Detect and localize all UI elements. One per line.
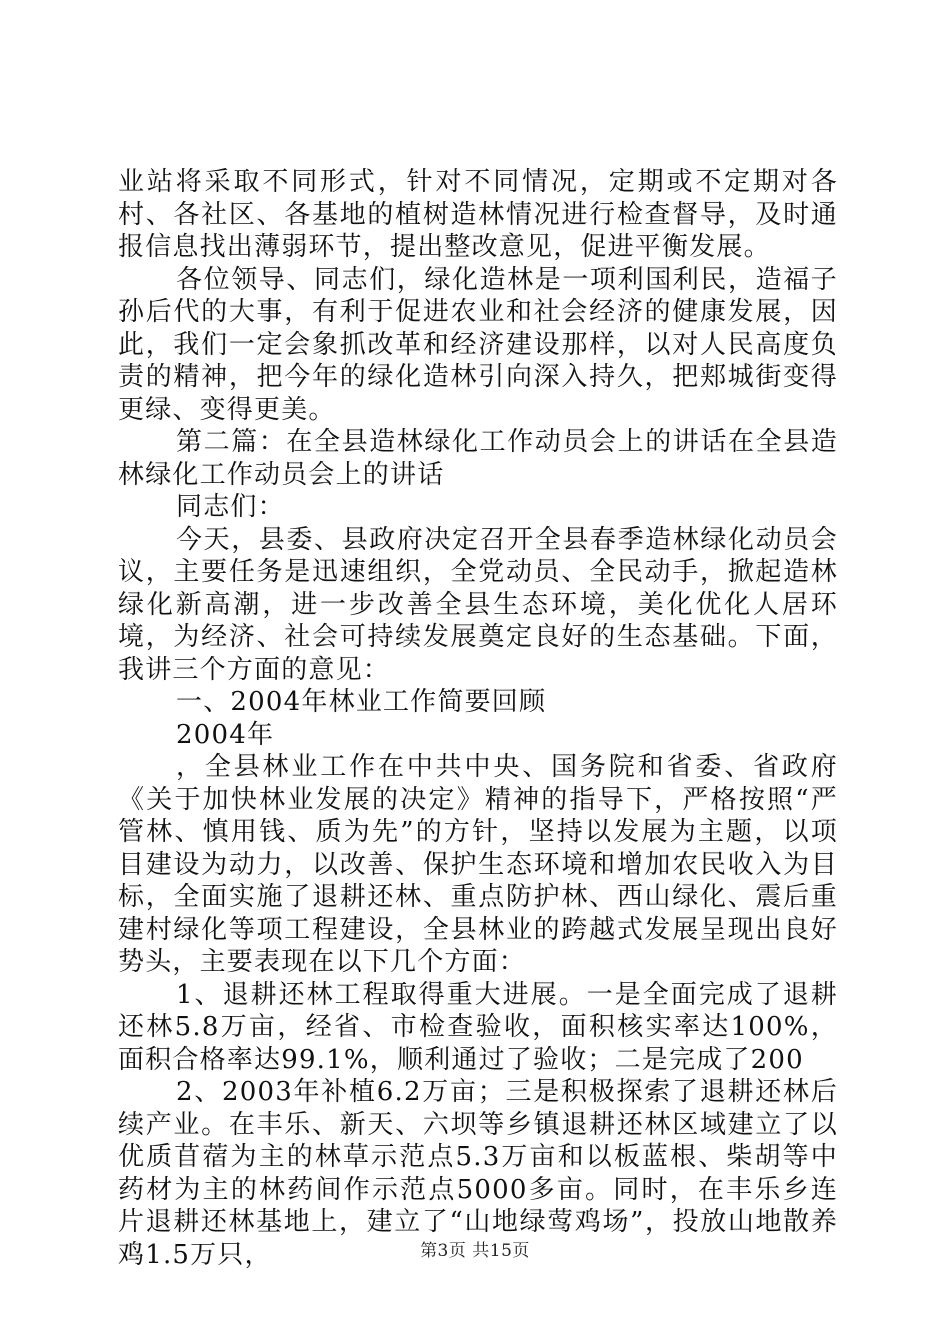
paragraph-salutation: 同志们： bbox=[176, 492, 285, 522]
paragraph-item-1: 1、退耕还林工程取得重大进展。一是全面完成了退耕还林5.8万亩，经省、市检查验收，面积核实率达100%，面积合格率达99.1%，顺利通过了验收；二是完成了200 bbox=[118, 979, 838, 1075]
paragraph-continuation: 业站将采取不同形式，针对不同情况，定期或不定期对各村、各社区、各基地的植树造林情况进行检查督导，及时通报信息找出薄弱环节，提出整改意见，促进平衡发展。 bbox=[118, 167, 838, 262]
paragraph-item-2: 2、2003年补植6.2万亩；三是积极探索了退耕还林后续产业。在丰乐、新天、六坝等乡镇退耕还林区域建立了以优质苜蓿为主的林草示范点5.3万亩和以板蓝根、柴胡等中药材为主的林药间作示范点5000多亩。同时，在丰乐乡连片退耕还林基地上，建立了“山地绿莺鸡场”，投放山地散养鸡1.5万只， bbox=[118, 1077, 838, 1270]
paragraph-heading-review: 一、2004年林业工作简要回顾 bbox=[176, 687, 547, 717]
paragraph-opening: 今天，县委、县政府决定召开全县春季造林绿化动员会议，主要任务是迅速组织，全党动员、全民动手，掀起造林绿化新高潮，进一步改善全县生态环境，美化优化人居环境，为经济、社会可持续发展奠定良好的生态基础。下面，我讲三个方面的意见： bbox=[118, 524, 838, 685]
paragraph-year: 2004年 bbox=[176, 719, 275, 750]
document-body bbox=[118, 166, 838, 1271]
page-footer: 第3页 共15页 bbox=[420, 1241, 530, 1261]
paragraph-closing-remarks: 各位领导、同志们，绿化造林是一项利国利民，造福子孙后代的大事，有利于促进农业和社会经济的健康发展，因此，我们一定会象抓改革和经济建设那样，以对人民高度负责的精神，把今年的绿化造林引向深入持久，把郏城街变得更绿、变得更美。 bbox=[118, 264, 838, 425]
paragraph-review-body: ，全县林业工作在中共中央、国务院和省委、省政府《关于加快林业发展的决定》精神的指导下，严格按照“严管林、慎用钱、质为先”的方针，坚持以发展为主题，以项目建设为动力，以改善、保护生态环境和增加农民收入为目标，全面实施了退耕还林、重点防护林、西山绿化、震后重建村绿化等项工程建设，全县林业的跨越式发展呈现出良好势头，主要表现在以下几个方面： bbox=[118, 752, 838, 977]
paragraph-section-title: 第二篇：在全县造林绿化工作动员会上的讲话在全县造林绿化工作动员会上的讲话 bbox=[118, 427, 838, 490]
